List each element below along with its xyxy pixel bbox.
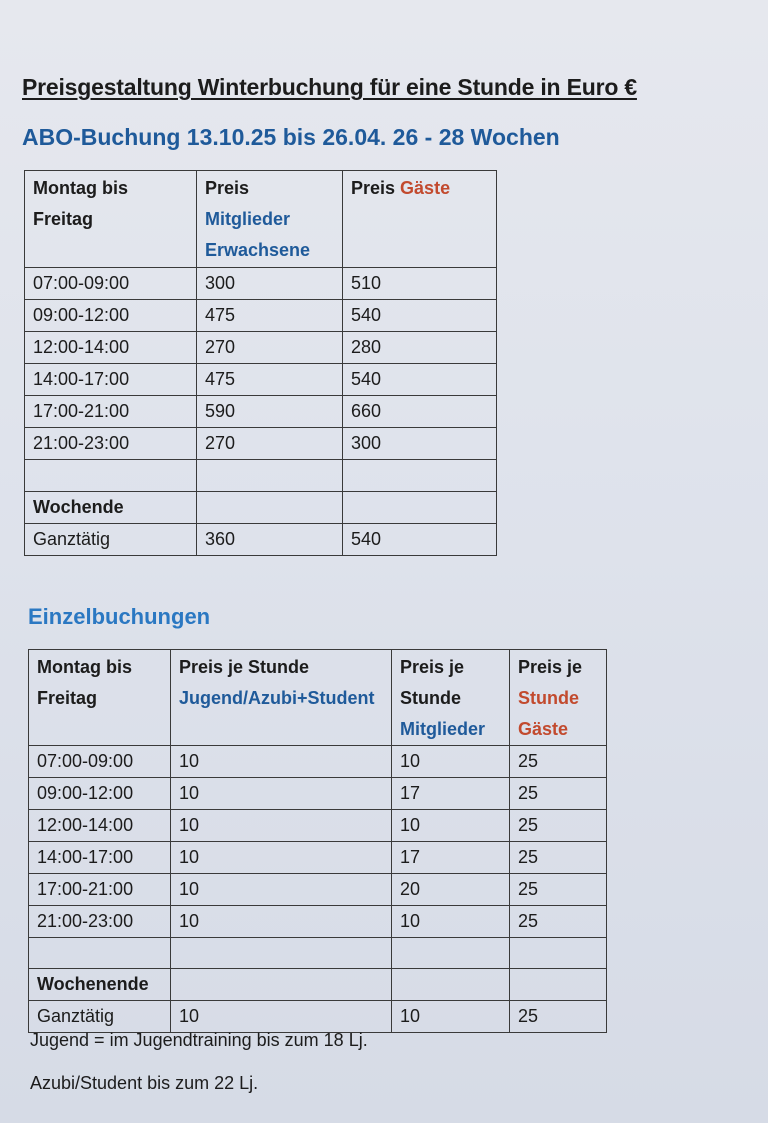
- table-row: [25, 428, 497, 460]
- empty-cell: [197, 492, 343, 524]
- guest-price-cell: 300: [343, 428, 497, 460]
- guest-price-cell: 540: [343, 524, 497, 556]
- member-price-cell: 10: [392, 746, 510, 778]
- member-price-cell: 17: [392, 842, 510, 874]
- header-weekday: Montag bis Freitag: [25, 171, 197, 268]
- table-row-empty: [29, 938, 607, 969]
- header-weekday: Montag bis Freitag: [29, 650, 171, 746]
- table-row: [25, 332, 497, 364]
- header-member-price: Preis Mitglieder Erwachsene: [197, 171, 343, 268]
- table-row: [25, 268, 497, 300]
- empty-cell: [171, 938, 392, 969]
- guest-price-cell: 540: [343, 300, 497, 332]
- guest-price-cell: 25: [510, 1001, 607, 1033]
- time-cell: 21:00-23:00: [25, 428, 197, 460]
- member-price-cell: 10: [392, 906, 510, 938]
- header-guest-price: Preis Gäste: [343, 171, 497, 268]
- header-guest-price: Preis je Stunde Gäste: [510, 650, 607, 746]
- time-cell: 07:00-09:00: [25, 268, 197, 300]
- member-price-cell: 270: [197, 332, 343, 364]
- table-row: [25, 364, 497, 396]
- empty-cell: [29, 938, 171, 969]
- empty-cell: [343, 492, 497, 524]
- table-row-weekend-label: [29, 969, 607, 1001]
- time-cell: Ganztätig: [25, 524, 197, 556]
- time-cell: 14:00-17:00: [25, 364, 197, 396]
- time-cell: 12:00-14:00: [29, 810, 171, 842]
- empty-cell: [392, 938, 510, 969]
- table-row: [29, 906, 607, 938]
- member-price-cell: 590: [197, 396, 343, 428]
- youth-price-cell: 10: [171, 1001, 392, 1033]
- time-cell: 17:00-21:00: [29, 874, 171, 906]
- member-price-cell: 360: [197, 524, 343, 556]
- youth-price-cell: 10: [171, 874, 392, 906]
- header-youth-price: Preis je Stunde Jugend/Azubi+Student: [171, 650, 392, 746]
- member-price-cell: 270: [197, 428, 343, 460]
- guest-price-cell: 660: [343, 396, 497, 428]
- page-title: Preisgestaltung Winterbuchung für eine Stunde in Euro €: [22, 74, 637, 100]
- guest-price-cell: 25: [510, 778, 607, 810]
- youth-price-cell: 10: [171, 810, 392, 842]
- table-header-row: [29, 650, 607, 746]
- guest-price-cell: 510: [343, 268, 497, 300]
- member-price-cell: 10: [392, 1001, 510, 1033]
- abo-heading: ABO-Buchung 13.10.25 bis 26.04. 26 - 28 Wochen: [22, 124, 560, 150]
- empty-cell: [197, 460, 343, 492]
- empty-cell: [343, 460, 497, 492]
- time-cell: 07:00-09:00: [29, 746, 171, 778]
- guest-price-cell: 25: [510, 906, 607, 938]
- table-row: [25, 524, 497, 556]
- youth-definition-note: Jugend = im Jugendtraining bis zum 18 Lj.: [30, 1030, 368, 1050]
- table-row: [25, 396, 497, 428]
- youth-price-cell: 10: [171, 778, 392, 810]
- empty-cell: [25, 460, 197, 492]
- table-row: [29, 1001, 607, 1033]
- table-row-empty: [25, 460, 497, 492]
- guest-price-cell: 25: [510, 874, 607, 906]
- table-row: [29, 842, 607, 874]
- table-row: [29, 746, 607, 778]
- student-definition-note: Azubi/Student bis zum 22 Lj.: [30, 1073, 259, 1093]
- time-cell: 17:00-21:00: [25, 396, 197, 428]
- empty-cell: [171, 969, 392, 1001]
- weekend-label-cell: Wochenende: [29, 969, 171, 1001]
- member-price-cell: 475: [197, 364, 343, 396]
- time-cell: 09:00-12:00: [29, 778, 171, 810]
- time-cell: 12:00-14:00: [25, 332, 197, 364]
- time-cell: 09:00-12:00: [25, 300, 197, 332]
- member-price-cell: 475: [197, 300, 343, 332]
- empty-cell: [510, 969, 607, 1001]
- table-header-row: [25, 171, 497, 268]
- table-row: [29, 874, 607, 906]
- einzel-heading: Einzelbuchungen: [28, 604, 211, 629]
- table-row: [25, 300, 497, 332]
- guest-price-cell: 280: [343, 332, 497, 364]
- empty-cell: [392, 969, 510, 1001]
- member-price-cell: 20: [392, 874, 510, 906]
- guest-price-cell: 25: [510, 842, 607, 874]
- member-price-cell: 300: [197, 268, 343, 300]
- time-cell: Ganztätig: [29, 1001, 171, 1033]
- header-member-price: Preis je Stunde Mitglieder: [392, 650, 510, 746]
- time-cell: 21:00-23:00: [29, 906, 171, 938]
- guest-price-cell: 25: [510, 810, 607, 842]
- member-price-cell: 10: [392, 810, 510, 842]
- youth-price-cell: 10: [171, 842, 392, 874]
- youth-price-cell: 10: [171, 906, 392, 938]
- table-row-weekend-label: [25, 492, 497, 524]
- guest-price-cell: 25: [510, 746, 607, 778]
- time-cell: 14:00-17:00: [29, 842, 171, 874]
- youth-price-cell: 10: [171, 746, 392, 778]
- table-row: [29, 778, 607, 810]
- empty-cell: [510, 938, 607, 969]
- weekend-label-cell: Wochende: [25, 492, 197, 524]
- table-row: [29, 810, 607, 842]
- single-booking-table: [28, 649, 607, 1033]
- abo-price-table: [24, 170, 497, 556]
- member-price-cell: 17: [392, 778, 510, 810]
- guest-price-cell: 540: [343, 364, 497, 396]
